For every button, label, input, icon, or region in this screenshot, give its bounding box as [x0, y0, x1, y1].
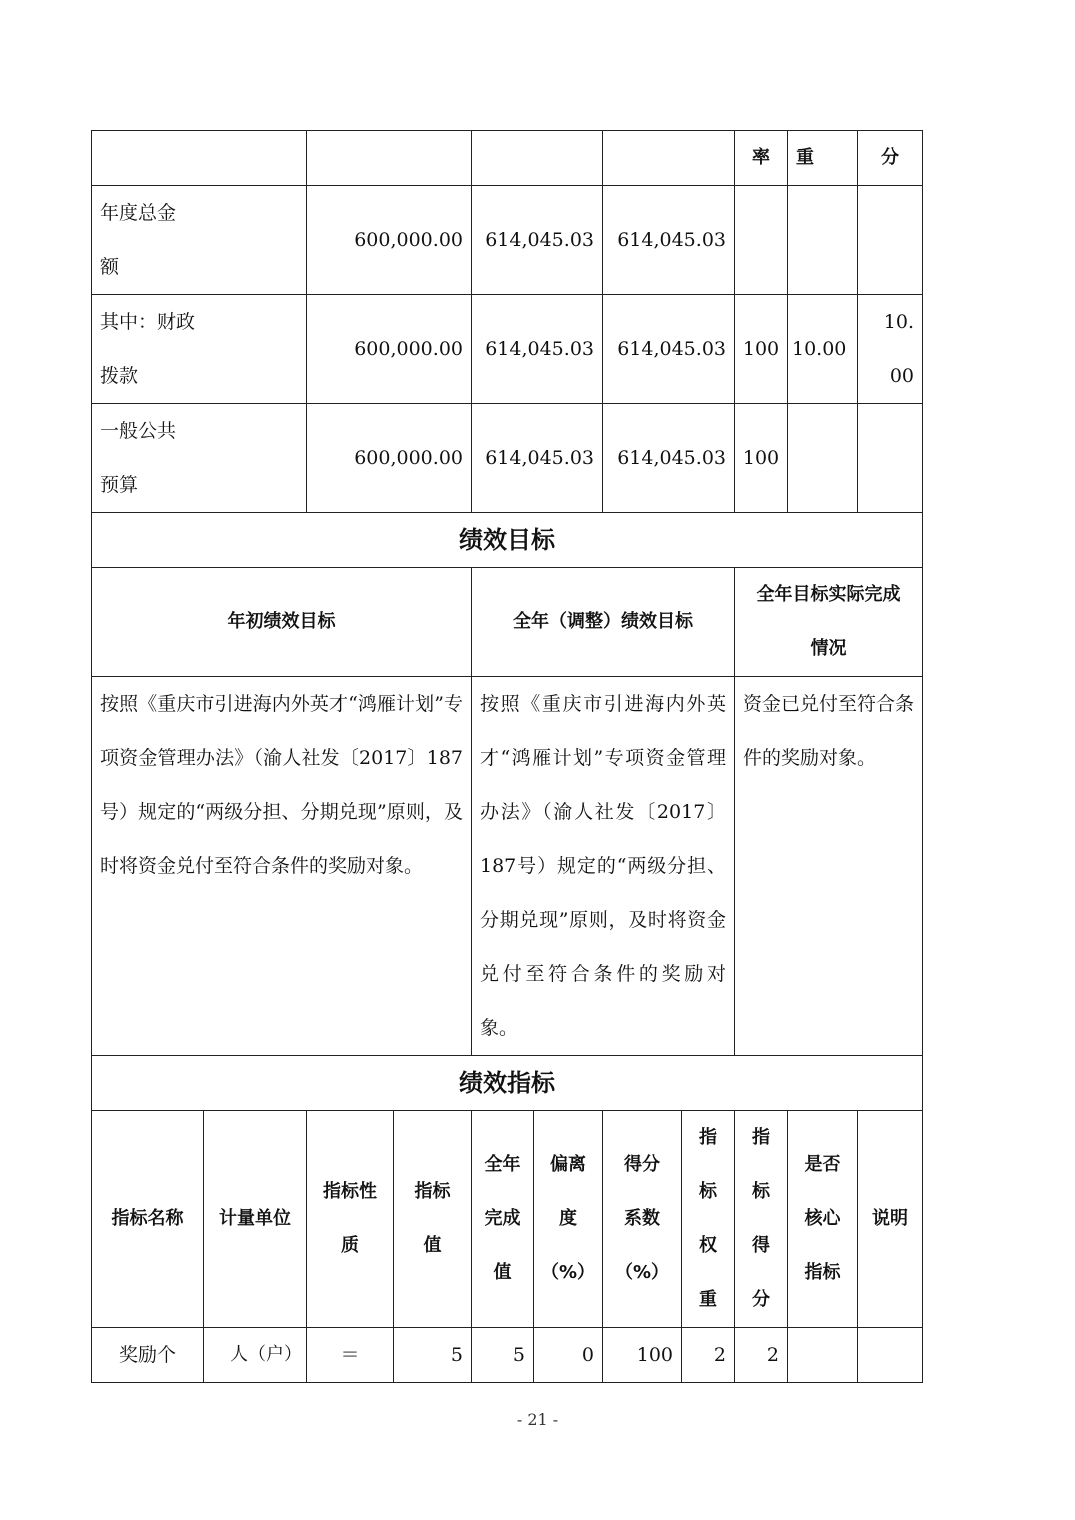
indicator-score: 2	[735, 1328, 788, 1383]
indicator-name: 奖励个	[92, 1328, 204, 1383]
budget-header-blank-2	[307, 131, 472, 186]
goals-header-adjusted: 全年（调整）绩效目标	[472, 568, 735, 677]
indicator-nature: ＝	[307, 1328, 394, 1383]
goals-actual-text: 资金已兑付至符合条件的奖励对象。	[735, 677, 923, 1056]
budget-header-blank-3	[472, 131, 603, 186]
indicators-section-title: 绩效指标	[92, 1056, 923, 1111]
rate-value: 100	[735, 404, 788, 513]
indicator-target: 5	[394, 1328, 472, 1383]
rate-value: 100	[735, 295, 788, 404]
header-target-value: 指标 值	[394, 1111, 472, 1328]
budget-header-row	[92, 131, 923, 186]
budget-header-blank-4	[603, 131, 735, 186]
weight-value	[788, 404, 858, 513]
header-score-coef: 得分 系数 （%）	[603, 1111, 682, 1328]
budget-value: 600,000.00	[307, 404, 472, 513]
actual-value: 614,045.03	[472, 186, 603, 295]
goals-header-row	[92, 568, 923, 677]
indicator-actual: 5	[472, 1328, 534, 1383]
indicators-title-row	[92, 1056, 923, 1111]
row-label: 一般公共 预算	[92, 404, 307, 513]
budget-value: 600,000.00	[307, 186, 472, 295]
row-label: 年度总金 额	[92, 186, 307, 295]
budget-header-blank-1	[92, 131, 307, 186]
indicator-unit: 人（户）	[204, 1328, 307, 1383]
performance-table	[91, 130, 923, 1383]
header-actual-value: 全年 完成 值	[472, 1111, 534, 1328]
indicator-note	[858, 1328, 923, 1383]
goals-initial-text: 按照《重庆市引进海内外英才“鸿雁计划”专项资金管理办法》（渝人社发〔2017〕187号）规定的“两级分担、分期兑现”原则，及时将资金兑付至符合条件的奖励对象。	[92, 677, 472, 1056]
header-deviation: 偏离 度 （%）	[534, 1111, 603, 1328]
budget-row-general	[92, 404, 923, 513]
indicator-deviation: 0	[534, 1328, 603, 1383]
header-weight: 重	[788, 131, 858, 186]
actual-value: 614,045.03	[472, 404, 603, 513]
indicator-coef: 100	[603, 1328, 682, 1383]
header-note: 说明	[858, 1111, 923, 1328]
goals-header-actual: 全年目标实际完成 情况	[735, 568, 923, 677]
header-rate: 率	[735, 131, 788, 186]
goals-adjusted-text: 按照《重庆市引进海内外英才“鸿雁计划”专项资金管理办法》（渝人社发〔2017〕187号）规定的“两级分担、分期兑现”原则，及时将资金兑付至符合条件的奖励对象。	[472, 677, 735, 1056]
goals-header-initial: 年初绩效目标	[92, 568, 472, 677]
row-label: 其中：财政 拨款	[92, 295, 307, 404]
rate-value	[735, 186, 788, 295]
header-nature: 指标性 质	[307, 1111, 394, 1328]
header-unit: 计量单位	[204, 1111, 307, 1328]
header-indicator-score: 指 标 得 分	[735, 1111, 788, 1328]
page-number: - 21 -	[516, 1410, 559, 1429]
weight-value: 10.00	[788, 295, 858, 404]
budget-row-fiscal	[92, 295, 923, 404]
indicator-core	[788, 1328, 858, 1383]
goals-section-title: 绩效目标	[92, 513, 923, 568]
score-value	[858, 404, 923, 513]
executed-value: 614,045.03	[603, 295, 735, 404]
header-indicator-name: 指标名称	[92, 1111, 204, 1328]
budget-row-total	[92, 186, 923, 295]
budget-value: 600,000.00	[307, 295, 472, 404]
weight-value	[788, 186, 858, 295]
header-weight: 指 标 权 重	[682, 1111, 735, 1328]
executed-value: 614,045.03	[603, 186, 735, 295]
document-page	[91, 130, 923, 1383]
header-core: 是否 核心 指标	[788, 1111, 858, 1328]
score-value: 10. 00	[858, 295, 923, 404]
executed-value: 614,045.03	[603, 404, 735, 513]
indicator-row	[92, 1328, 923, 1383]
header-score: 分	[858, 131, 923, 186]
actual-value: 614,045.03	[472, 295, 603, 404]
goals-content-row	[92, 677, 923, 1056]
indicator-weight: 2	[682, 1328, 735, 1383]
indicators-header-row	[92, 1111, 923, 1328]
score-value	[858, 186, 923, 295]
goals-title-row	[92, 513, 923, 568]
